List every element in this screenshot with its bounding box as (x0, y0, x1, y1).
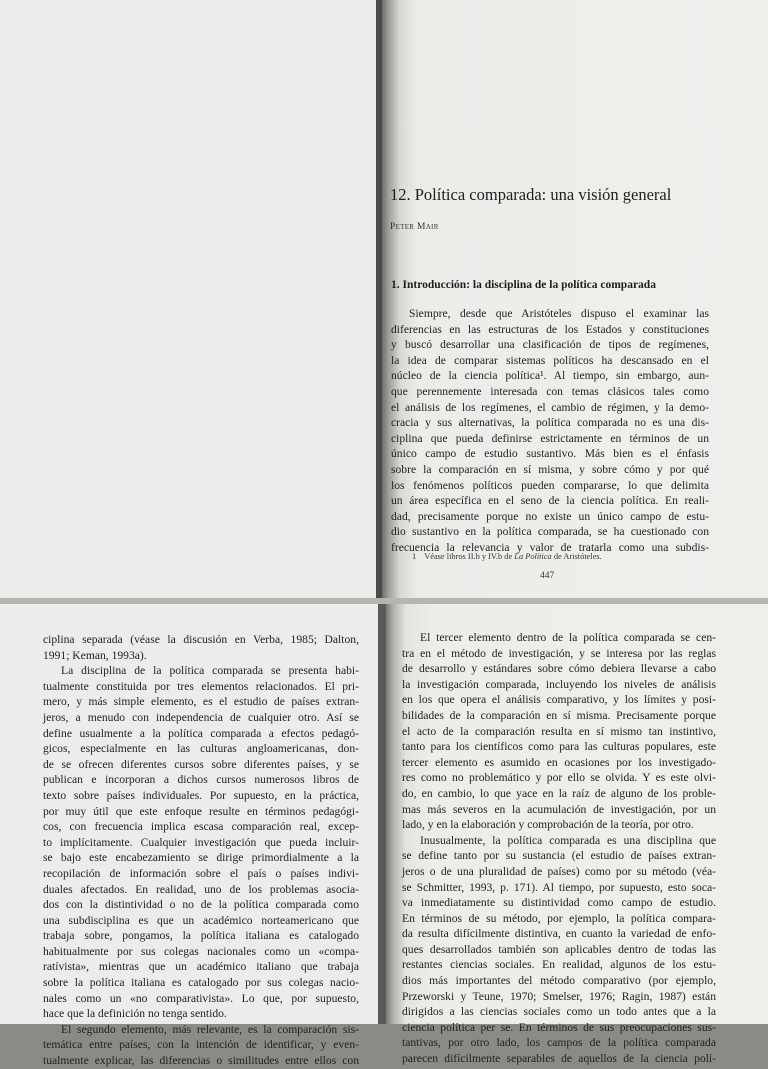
text-line: hace que la definición no tenga sentido. (43, 1007, 227, 1021)
text-line: ciplina que pueda definirse estrictamente en términos de un (391, 431, 709, 445)
text-line: restantes ciencias sociales. En realidad, algunos de los estu- (402, 958, 716, 972)
text-line: temática entre países, con la intención de identificar, y even- (43, 1038, 359, 1052)
text-line: mero, y más simple elemento, es el estudio de países extran- (43, 695, 359, 709)
book-spine-bottom (378, 604, 386, 1024)
text-line: frecuencia la relevancia y valor de tratarla como una subdis- (391, 540, 709, 554)
text-line: bilidades de la comparación en sí misma. Precisamente porque (402, 708, 716, 722)
chapter-title: 12. Política comparada: una visión general (390, 185, 672, 204)
book-spine-top (376, 0, 382, 598)
text-line: Siempre, desde que Aristóteles dispuso el examinar las (409, 307, 709, 320)
text-line: nales como un «no comparativista». Lo que, por supuesto, (43, 991, 359, 1005)
text-line: Przeworski y Teune, 1970; Smelser, 1976; Ragin, 1987) están (402, 989, 716, 1003)
text-line: el acto de la comparación resulta en sí mismo tan instintivo, (402, 724, 716, 738)
footnote-text-before: Véase libros II.b y IV.b de (424, 552, 515, 561)
text-line: tualmente constituida por tres elementos relacionados. El pri- (43, 679, 359, 693)
text-line: tualmente explicar, las diferencias o similitudes entre ellos con (43, 1054, 359, 1068)
text-line: jeros o de una pluralidad de países) como por su método (véa- (402, 864, 716, 878)
text-line: de desarrollo y estándares sobre cómo debiera llevarse a cabo (402, 662, 716, 676)
text-line: núcleo de la ciencia política¹. Al tiempo, sin embargo, aun- (391, 369, 709, 383)
text-line: tanto para los científicos como para las culturas populares, este (402, 740, 716, 754)
text-line: la idea de comparar sistemas políticos ha descansado en el (391, 353, 709, 367)
text-line: diferencias en las estructuras de los Estados y constituciones (391, 322, 709, 336)
text-line: que perennemente interesada con temas clásicos tales como (391, 384, 709, 398)
text-line: El tercer elemento dentro de la política comparada se cen- (420, 631, 716, 644)
footnote-text-after: de Aristóteles. (551, 552, 602, 561)
text-line: trabaja sobre, pongamos, la política italiana es catalogado (43, 929, 359, 943)
text-line: cracia y sus alternativas, la política comparada no es una dis- (391, 416, 709, 430)
text-line: texto sobre países individuales. Por supuesto, en la práctica, (43, 788, 359, 802)
text-line: y buscó desarrollar una clasificación de tipos de regímenes, (391, 338, 709, 352)
page-number: 447 (540, 571, 555, 581)
text-line: dios más importantes del método comparativo (por ejemplo, (402, 974, 716, 988)
text-line: mas más severos en la acumulación de investigación, por un (402, 802, 716, 816)
text-line: en los que opera el análisis comparativo, y los límites y posi- (402, 693, 716, 707)
section-heading: 1. Introducción: la disciplina de la política comparada (391, 279, 656, 291)
bottom-right-column (402, 630, 716, 1067)
text-line: tercer elemento es asumido en ocasiones por los investigado- (402, 755, 716, 769)
text-line: La disciplina de la política comparada se presenta habi- (61, 664, 359, 678)
text-line: el análisis de los regímenes, el cambio de régimen, y la demo- (391, 400, 709, 414)
text-line: res como no problemático y por ello se olvida. Y es este olvi- (402, 771, 716, 785)
text-line: do, en cambio, lo que yace en la raíz de alguno de los proble- (402, 786, 716, 800)
text-line: único campo de estudio sustantivo. Más bien es el énfasis (391, 447, 709, 461)
text-line: los fenómenos políticos pueden compararse, lo que delimita (391, 478, 709, 492)
text-line: recopilación de información sobre el país o países indivi- (43, 866, 359, 880)
text-line: ciencia política per se. En términos de sus preocupaciones sus- (402, 1020, 716, 1034)
text-line: de se ofrecen diferentes cursos sobre diferentes países, y se (43, 757, 359, 771)
text-line: tra en el método de investigación, y se interesa por las reglas (402, 646, 716, 660)
text-line: sobre la comparación en sí misma, y sobre cómo y por qué (391, 462, 709, 476)
text-line: cos, con frecuencia implica escasa comparación real, excep- (43, 820, 359, 834)
text-line: sobre la política italiana es catalogado por sus colegas nacio- (43, 976, 359, 990)
text-line: un área específica en el seno de la ciencia política. En reali- (391, 494, 709, 508)
footnote-number: 1 (412, 552, 417, 561)
blank-left-page (0, 0, 378, 598)
text-line: da resulta difícilmente distintiva, en cuanto la variedad de enfo- (402, 927, 716, 941)
footnote (412, 552, 602, 561)
text-line: Inusualmente, la política comparada es una disciplina que (420, 833, 716, 847)
text-line: se Schmitter, 1993, p. 171). Al tiempo, por supuesto, esto soca- (402, 880, 716, 894)
text-line: dirigidos a las ciencias sociales como un todo antes que a la (402, 1005, 716, 1019)
text-line: por muy útil que este enfoque resulte en términos pedagógi- (43, 804, 359, 818)
text-line: dos con la distintividad o no de la política comparada como (43, 898, 359, 912)
text-line: va inmediatamente su distintividad como campo de estudio. (402, 896, 716, 910)
text-line: dio sustantivo en la política comparada, se ha cuestionado con (391, 525, 709, 539)
bottom-left-column (43, 632, 359, 1069)
text-line: to implícitamente. Cualquier investigación que pueda incluir- (43, 835, 359, 849)
text-line: duales afectados. En realidad, uno de los problemas asocia- (43, 882, 359, 896)
text-line: En términos de su método, por ejemplo, la política compara- (402, 911, 716, 925)
text-line: se bajo este encabezamiento se dirige primordialmente a la (43, 851, 359, 865)
text-line: se define tanto por su sustancia (el estudio de países extran- (402, 849, 716, 863)
text-line: ratívista», mientras que un académico italiano que trabaja (43, 960, 359, 974)
text-line: tantivas, por otro lado, los campos de la política comparada (402, 1036, 716, 1050)
text-line: publican e incorporan a dichos cursos numerosos libros de (43, 773, 359, 787)
author-name: Peter Mair (390, 222, 439, 232)
footnote-italic-title: La Política (514, 552, 552, 561)
text-line: El segundo elemento, más relevante, es la comparación sis- (61, 1022, 359, 1036)
text-line: dad, precisamente porque no existe un único campo de estu- (391, 509, 709, 523)
text-line: habitualmente por sus colegas nacionales como un «compa- (43, 944, 359, 958)
text-line: jeros, a menudo con independencia de cualquier otro. Así se (43, 710, 359, 724)
text-line: 1991; Keman, 1993a). (43, 648, 147, 662)
text-line: la investigación comparada, incluyendo los niveles de análisis (402, 677, 716, 691)
text-line: parecen difícilmente separables de aquellos de la ciencia polí- (402, 1052, 716, 1066)
text-line: gicos, especialmente en las culturas angloamericanas, don- (43, 742, 359, 756)
text-line: ciplina separada (véase la discusión en Verba, 1985; Dalton, (43, 633, 359, 646)
intro-paragraph (391, 306, 709, 556)
text-line: define usualmente a la política comparada a efectos pedagó- (43, 726, 359, 740)
text-line: ques desarrollados también son aplicables dentro de todas las (402, 942, 716, 956)
text-line: una subdisciplina es que un académico norteamericano que (43, 913, 359, 927)
text-line: lado, y en la elaboración y comprobación de la teoría, por otro. (402, 818, 694, 832)
